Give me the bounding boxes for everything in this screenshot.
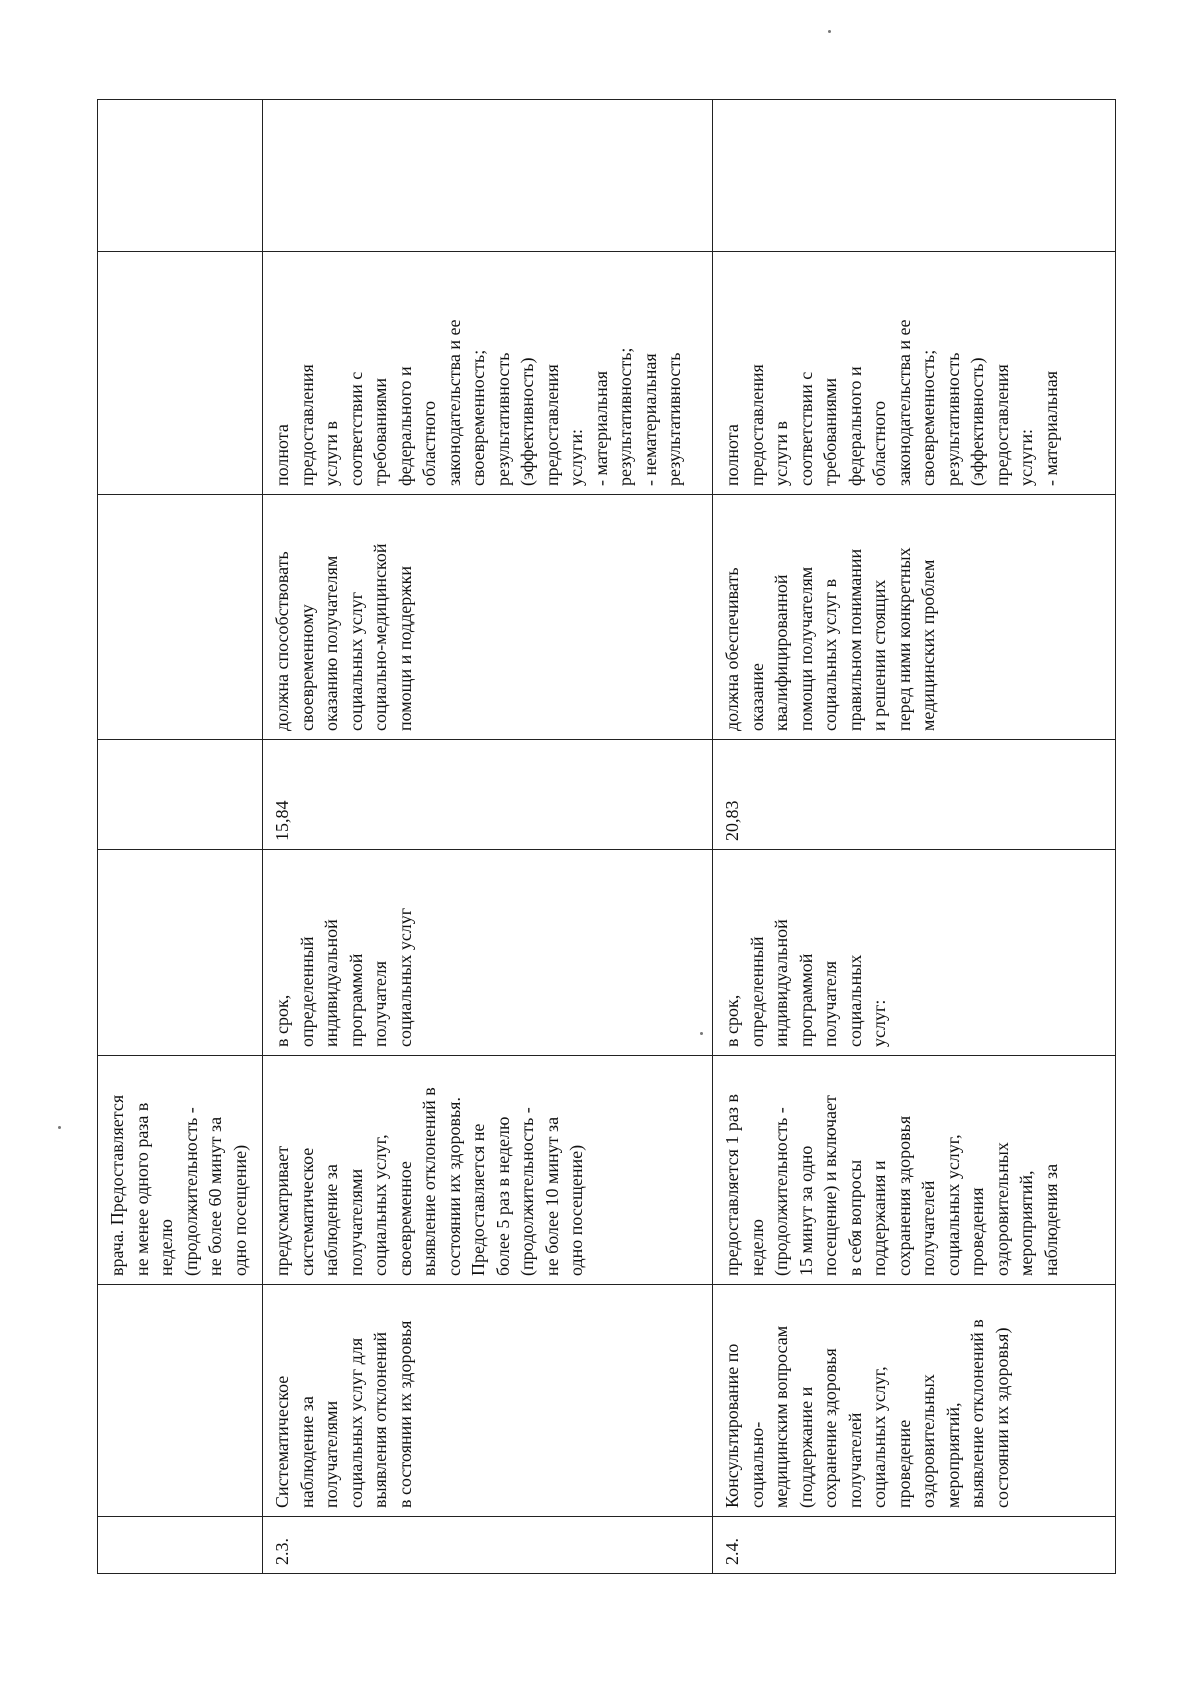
- cell-quality: [98, 495, 263, 740]
- rotated-table-container: [97, 100, 1115, 1574]
- cell-term: в срок, определенный индивидуальной программой получателя социальных услуг: [263, 850, 713, 1056]
- cell-note: [713, 100, 1116, 252]
- cell-tariff: 15,84: [263, 740, 713, 850]
- services-table: [97, 99, 1116, 1574]
- cell-number: 2.3.: [263, 1517, 713, 1574]
- cell-evaluation: [98, 252, 263, 495]
- scan-speck: [828, 30, 831, 33]
- cell-tariff: [98, 740, 263, 850]
- cell-description: врача. Предоставляется не менее одного раза в неделю (продолжительность - не более 60 минут за одно посещение): [98, 1056, 263, 1285]
- scan-speck: [58, 1126, 61, 1129]
- cell-description: предусматривает систематическое наблюдение за получателями социальных услуг, своевременное выявление отклонений в состоянии их здоровья. Предоставляется не более 5 раз в неделю (продолжительность - не более 10 минут за одно посещение): [263, 1056, 713, 1285]
- cell-description: предоставляется 1 раз в неделю (продолжительность - 15 минут за одно посещение) и включает в себя вопросы поддержания и сохранения здоровья получателей социальных услуг, проведения оздоровительных мероприятий, наблюдения за: [713, 1056, 1116, 1285]
- cell-term: в срок, определенный индивидуальной программой получателя социальных услуг:: [713, 850, 1116, 1056]
- cell-note: [263, 100, 713, 252]
- cell-name: Консультирование по социально- медицинским вопросам (поддержание и сохранение здоровья получателей социальных услуг, проведение оздоровительных мероприятий, выявление отклонений в состоянии их здоровья): [713, 1285, 1116, 1517]
- cell-number: 2.4.: [713, 1517, 1116, 1574]
- scan-speck: [700, 1032, 703, 1035]
- cell-tariff: 20,83: [713, 740, 1116, 850]
- cell-quality: должна способствовать своевременному оказанию получателям социальных услуг социально-медицинской помощи и поддержки: [263, 495, 713, 740]
- table-row: [713, 100, 1116, 1574]
- cell-quality: должна обеспечивать оказание квалифицированной помощи получателям социальных услуг в правильном понимании и решении стоящих перед ними конкретных медицинских проблем: [713, 495, 1116, 740]
- cell-number: [98, 1517, 263, 1574]
- table-row: [263, 100, 713, 1574]
- cell-term: [98, 850, 263, 1056]
- cell-name: Систематическое наблюдение за получателями социальных услуг для выявления отклонений в состоянии их здоровья: [263, 1285, 713, 1517]
- table-row: [98, 100, 263, 1574]
- cell-note: [98, 100, 263, 252]
- cell-evaluation: полнота предоставления услуги в соответствии с требованиями федерального и областного законодательства и ее своевременность; результативность (эффективность) предоставления услуги: - материальная результативность; - нематериальная результативность: [263, 252, 713, 495]
- cell-name: [98, 1285, 263, 1517]
- cell-evaluation: полнота предоставления услуги в соответствии с требованиями федерального и областного законодательства и ее своевременность; результативность (эффективность) предоставления услуги: - материальная: [713, 252, 1116, 495]
